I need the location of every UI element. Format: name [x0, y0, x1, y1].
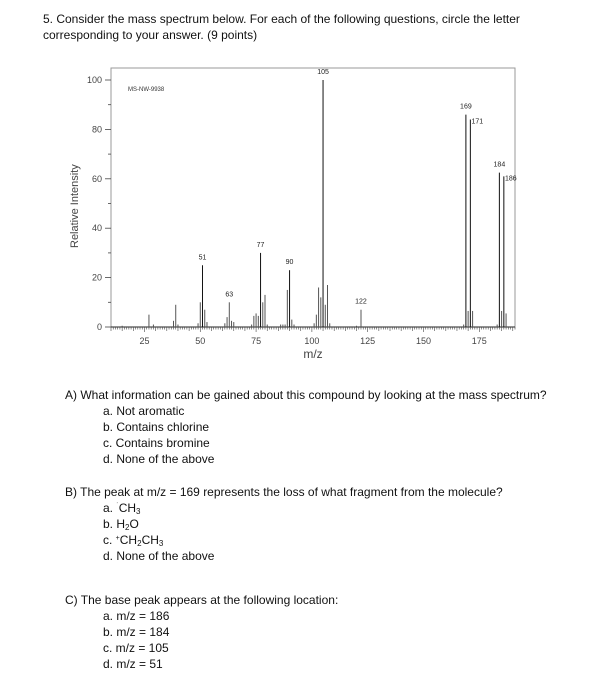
question-b-stem: B) The peak at m/z = 169 represents the loss of what fragment from the molecule?: [65, 485, 503, 499]
x-tick-label: 75: [251, 336, 262, 346]
question-intro-line1: 5. Consider the mass spectrum below. For each of the following questions, circle the letter: [43, 12, 520, 26]
peak-label-51: 51: [198, 254, 207, 262]
peak-label-105: 105: [317, 69, 329, 76]
peak-label-122: 122: [355, 298, 367, 306]
question-c-stem: C) The base peak appears at the following location:: [65, 593, 339, 607]
x-tick-label: 175: [471, 336, 487, 346]
question-b-option-a[interactable]: a. $^˙CH_3$: [103, 501, 141, 516]
question-a-option-a[interactable]: a. Not aromatic: [103, 404, 185, 418]
question-b-option-c[interactable]: c. $^+CH_2CH_3$: [103, 533, 164, 548]
question-a-option-c[interactable]: c. Contains bromine: [103, 436, 210, 450]
y-axis-label: Relative Intensity: [69, 164, 81, 248]
y-tick-label: 40: [91, 223, 102, 234]
plot-frame: [111, 68, 515, 327]
question-b-option-d[interactable]: d. None of the above: [103, 549, 215, 563]
y-tick-label: 100: [86, 75, 102, 85]
question-a-stem: A) What information can be gained about this compound by looking at the mass spectrum?: [65, 388, 547, 402]
peak-label-63: 63: [225, 291, 234, 299]
question-c-option-b[interactable]: b. m/z = 184: [103, 625, 170, 639]
peak-label-77: 77: [256, 241, 265, 249]
question-c-option-d[interactable]: d. m/z = 51: [103, 657, 163, 671]
x-tick-label: 100: [304, 336, 320, 346]
question-a-option-b[interactable]: b. Contains chlorine: [103, 420, 210, 434]
y-tick-label: 60: [91, 173, 102, 184]
x-tick-label: 125: [360, 336, 376, 346]
x-axis-label: m/z: [303, 347, 323, 361]
y-tick-label: 20: [91, 272, 102, 283]
y-tick-label: 80: [91, 124, 102, 135]
peak-label-90: 90: [285, 259, 294, 267]
x-tick-label: 25: [139, 336, 150, 346]
x-tick-label: 50: [195, 336, 206, 346]
question-a-option-d[interactable]: d. None of the above: [103, 452, 215, 466]
peak-label-171: 171: [471, 118, 484, 126]
peak-label-184: 184: [493, 161, 506, 169]
question-c-option-c[interactable]: c. m/z = 105: [103, 641, 169, 655]
y-tick-label: 0: [96, 322, 102, 332]
x-tick-label: 150: [415, 336, 432, 346]
peak-label-169: 169: [460, 103, 472, 111]
question-intro-line2: corresponding to your answer. (9 points): [43, 28, 258, 42]
question-c-option-a[interactable]: a. m/z = 186: [103, 609, 170, 623]
peak-label-186: 186: [504, 175, 517, 183]
question-b-option-b[interactable]: b. $H_2O$: [103, 517, 139, 532]
spectrum-id: MS-NW-9938: [128, 87, 165, 93]
